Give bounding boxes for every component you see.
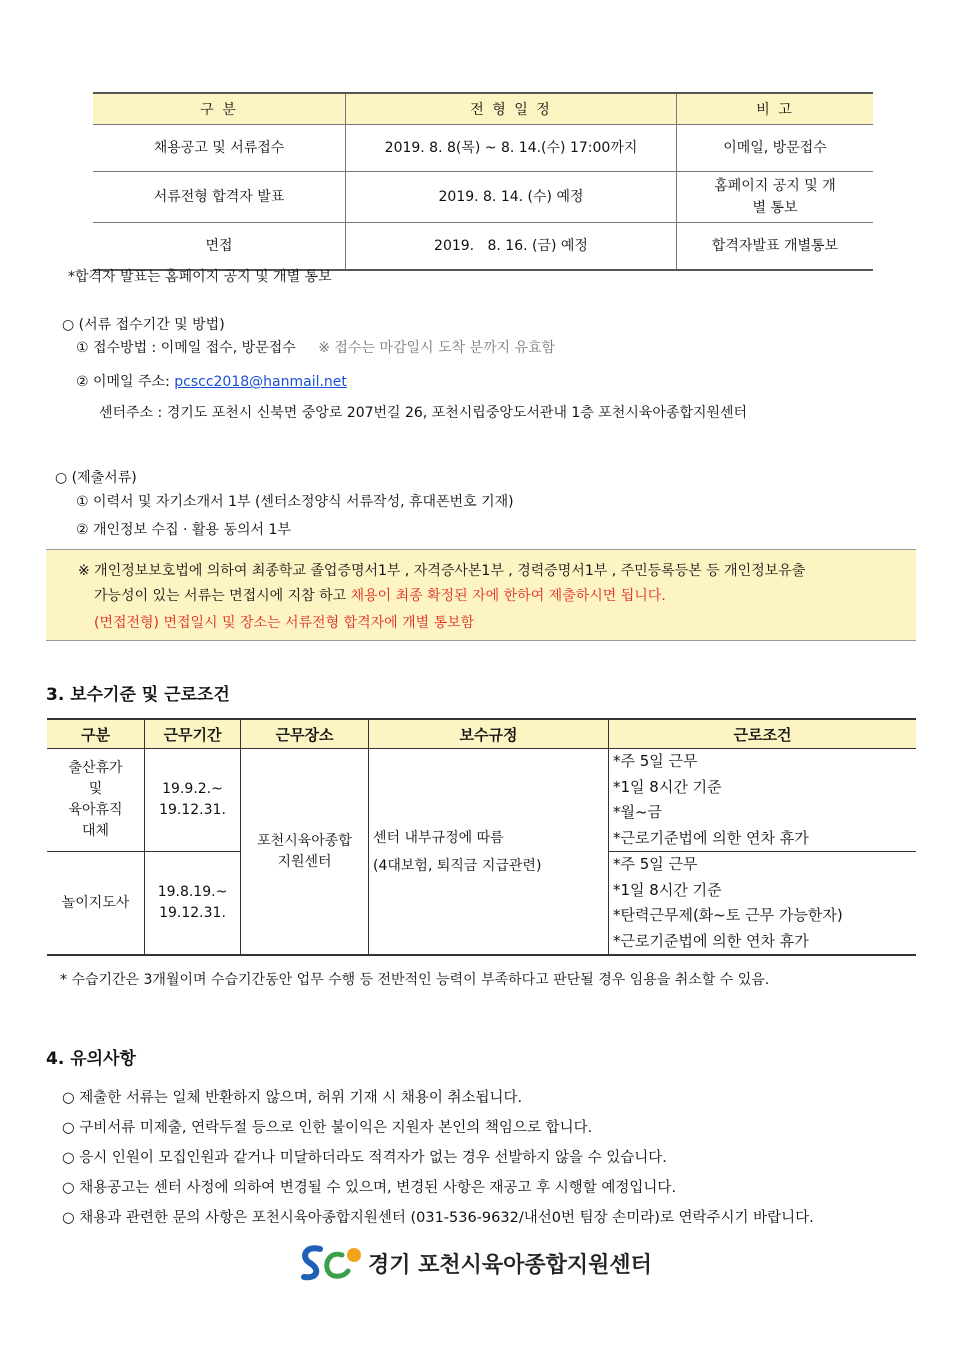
condition-item: *주 5일 근무 — [613, 855, 698, 873]
condition-item: *근로기준법에 의한 연차 휴가 — [613, 828, 809, 847]
schedule-note: *합격자 발표는 홈페이지 공지 및 개별 통보 — [68, 269, 332, 285]
schedule-header-date: 전 형 일 정 — [346, 93, 677, 125]
work-conditions — [609, 852, 917, 956]
schedule-cell: 면접 — [93, 223, 346, 271]
schedule-cell: 2019. 8. 8(목) ~ 8. 14.(수) 17:00까지 — [346, 125, 677, 172]
condition-item: *월~금 — [613, 803, 663, 821]
documents-item: ② 개인정보 수집 · 활용 동의서 1부 — [76, 522, 291, 538]
schedule-table — [93, 92, 873, 271]
center-logo-icon — [298, 1243, 364, 1285]
work-period: 19.8.19.~ 19.12.31. — [145, 852, 241, 956]
schedule-cell: 서류전형 합격자 발표 — [93, 172, 346, 223]
notice-line — [94, 585, 666, 605]
condition-item: *근로기준법에 의한 연차 휴가 — [613, 931, 809, 950]
list-item: ○ 구비서류 미제출, 연락두절 등으로 인한 불이익은 지원자 본인의 책임으로 합니다. — [62, 1120, 593, 1136]
schedule-cell: 채용공고 및 서류접수 — [93, 125, 346, 172]
work-conditions — [609, 749, 917, 852]
documents-item: ① 이력서 및 자기소개서 1부 (센터소정양식 서류작성, 휴대폰번호 기재) — [76, 494, 514, 510]
section4-title: 4. 유의사항 — [46, 1049, 136, 1069]
application-title: ○ (서류 접수기간 및 방법) — [62, 317, 225, 333]
email-link[interactable]: pcscc2018@hanmail.net — [174, 374, 347, 390]
application-method — [76, 337, 555, 357]
pay-table — [47, 718, 916, 956]
job-type: 놀이지도사 — [47, 852, 145, 956]
section3-note: * 수습기간은 3개월이며 수습기간동안 업무 수행 등 전반적인 능력이 부족하다고 판단될 경우 임용을 취소할 수 있음. — [60, 972, 770, 988]
notice-text-highlight: 채용이 최종 확정된 자에 한하여 제출하시면 됩니다. — [350, 588, 666, 604]
condition-item: *1일 8시간 기준 — [613, 777, 722, 796]
notice-line: (면접전형) 면접일시 및 장소는 서류전형 합격자에 개별 통보함 — [94, 615, 475, 631]
table-row — [47, 749, 916, 852]
pay-header: 구분 — [47, 719, 145, 749]
list-item: ○ 채용공고는 센터 사정에 의하여 변경될 수 있으며, 변경된 사항은 재공고 후 시행할 예정입니다. — [62, 1180, 677, 1196]
schedule-cell — [677, 172, 874, 223]
schedule-header-remarks: 비 고 — [677, 93, 874, 125]
work-period: 19.9.2.~ 19.12.31. — [145, 749, 241, 852]
schedule-header-category: 구 분 — [93, 93, 346, 125]
application-email — [76, 371, 347, 391]
notice-line: ※ 개인정보보호법에 의하여 최종학교 졸업증명서1부 , 자격증사본1부 , 경력증명서1부 , 주민등록등본 등 개인정보유출 — [78, 563, 806, 579]
pay-header: 보수규정 — [369, 719, 609, 749]
list-item: ○ 제출한 서류는 일체 반환하지 않으며, 허위 기재 시 채용이 취소됩니다. — [62, 1090, 523, 1106]
pay-header: 근무장소 — [241, 719, 369, 749]
schedule-cell: 2019. 8. 14. (수) 예정 — [346, 172, 677, 223]
section3-title: 3. 보수기준 및 근로조건 — [46, 685, 230, 705]
work-place: 포천시육아종합 지원센터 — [241, 749, 369, 956]
org-name: 경기 포천시육아종합지원센터 — [368, 1253, 652, 1278]
list-item: ○ 응시 인원이 모집인원과 같거나 미달하더라도 적격자가 없는 경우 선발하지 않을 수 있습니다. — [62, 1150, 667, 1166]
schedule-cell: 2019. 8. 16. (금) 예정 — [346, 223, 677, 271]
condition-item: *주 5일 근무 — [613, 752, 698, 770]
center-address: 센터주소 : 경기도 포천시 신북면 중앙로 207번길 26, 포천시립중앙도서관내 1층 포천시육아종합지원센터 — [99, 405, 748, 421]
document-notice-box — [46, 549, 916, 641]
table-row — [93, 223, 873, 271]
email-label: ② 이메일 주소: — [76, 374, 175, 390]
pay-header: 근로조건 — [609, 719, 917, 749]
notice-text: 가능성이 있는 서류는 면접시에 지참 하고 — [94, 588, 351, 604]
table-row — [93, 172, 873, 223]
application-method-note: ※ 접수는 마감일시 도착 분까지 유효함 — [318, 340, 556, 356]
table-row — [93, 125, 873, 172]
list-item: ○ 채용과 관련한 문의 사항은 포천시육아종합지원센터 (031-536-9632/내선0번 팀장 손미라)로 연락주시기 바랍니다. — [62, 1210, 814, 1226]
schedule-cell-text: 홈페이지 공지 및 개별 통보 — [714, 178, 836, 216]
pay-rule: 센터 내부규정에 따름 (4대보험, 퇴직금 지급관련) — [369, 749, 609, 956]
schedule-cell: 합격자발표 개별통보 — [677, 223, 874, 271]
condition-item: *탄력근무제(화~토 근무 가능한자) — [613, 906, 843, 924]
schedule-cell: 이메일, 방문접수 — [677, 125, 874, 172]
documents-title: ○ (제출서류) — [55, 470, 137, 486]
pay-header: 근무기간 — [145, 719, 241, 749]
condition-item: *1일 8시간 기준 — [613, 880, 722, 899]
job-type: 출산휴가 및 육아휴직 대체 — [47, 749, 145, 852]
application-method-text: ① 접수방법 : 이메일 접수, 방문접수 — [76, 340, 296, 356]
